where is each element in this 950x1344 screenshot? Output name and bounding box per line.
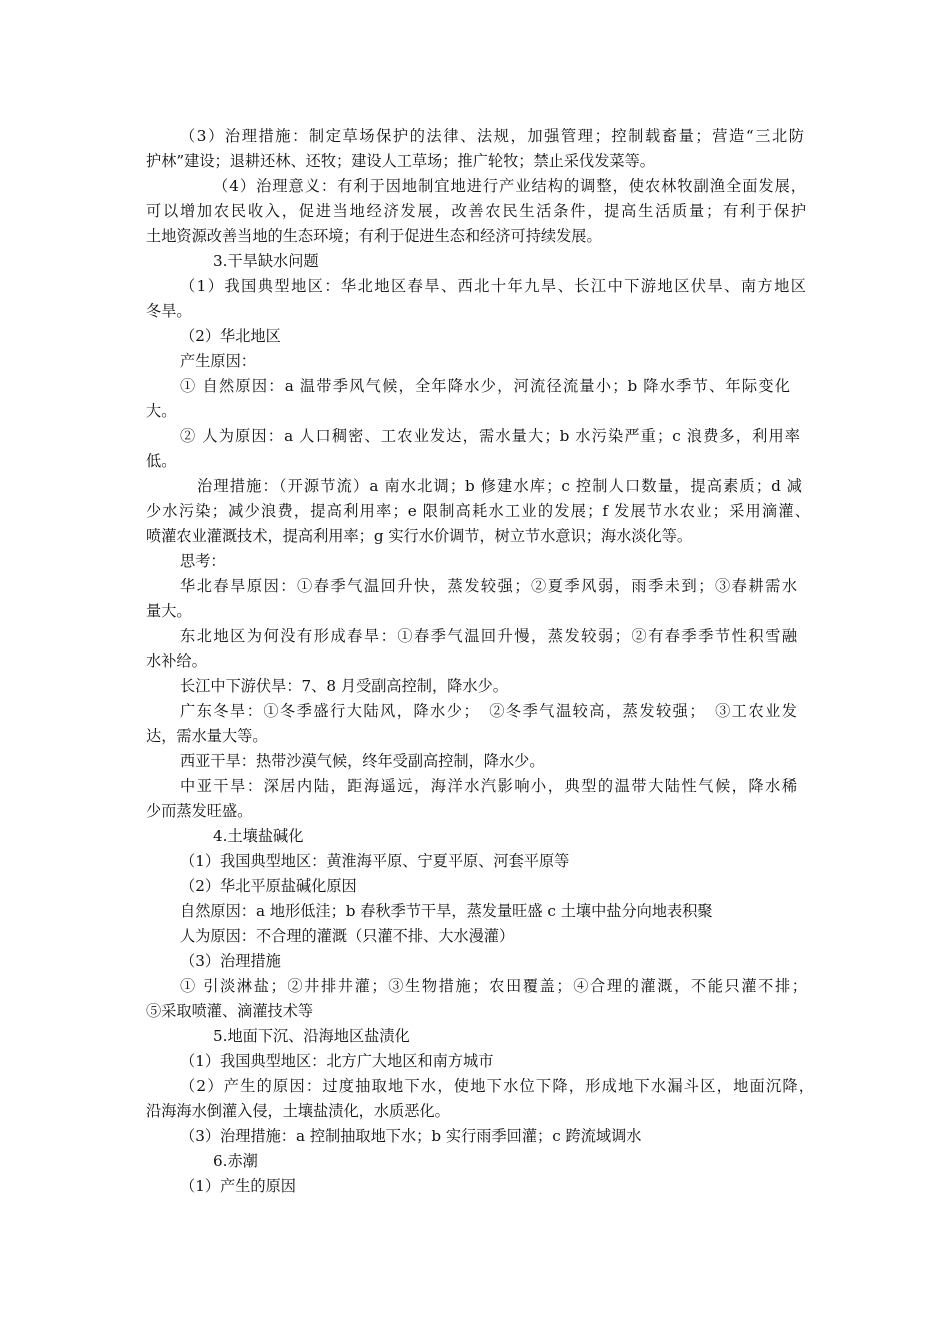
text-line: （1）我国典型地区：黄淮海平原、宁夏平原、河套平原等	[180, 852, 570, 870]
text-line: 少而蒸发旺盛。	[146, 802, 253, 820]
text-line: 华北春旱原因：①春季气温回升快，蒸发较强；②夏季风弱，雨季未到；③春耕需水	[180, 577, 797, 595]
section-heading: 3.干旱缺水问题	[213, 252, 319, 270]
text-line: 大。	[146, 402, 177, 420]
text-line: （3）治理措施	[180, 952, 281, 970]
text-line: 人为原因：不合理的灌溉（只灌不排、大水漫灌）	[180, 927, 515, 945]
text-line: （2）华北平原盐碱化原因	[180, 877, 357, 895]
text-line: 护林”建设；退耕还林、还牧；建设人工草场；推广轮牧；禁止采伐发菜等。	[146, 152, 655, 170]
text-line: （4）治理意义：有利于因地制宜地进行产业结构的调整，使农林牧副渔全面发展，	[213, 177, 806, 195]
text-line: （1）我国典型地区：华北地区春旱、西北十年九旱、长江中下游地区伏旱、南方地区	[180, 277, 806, 295]
text-line: 量大。	[146, 602, 192, 620]
text-line: 沿海海水倒灌入侵，土壤盐渍化，水质恶化。	[146, 1102, 450, 1120]
text-line: 思考：	[180, 552, 226, 570]
text-line: ② 人为原因：a 人口稠密、工农业发达，需水量大；b 水污染严重；c 浪费多，利用率	[180, 427, 800, 445]
text-line: 东北地区为何没有形成春旱：①春季气温回升慢，蒸发较弱；②有春季季节性积雪融	[180, 627, 797, 645]
text-line: 达，需水量大等。	[146, 727, 268, 745]
section-heading: 6.赤潮	[213, 1152, 258, 1170]
text-line: 自然原因：a 地形低洼；b 春秋季节干旱，蒸发量旺盛 c 土壤中盐分向地表积聚	[180, 902, 713, 920]
text-line: 冬旱。	[146, 302, 192, 320]
text-line: 喷灌农业灌溉技术，提高利用率；g 实行水价调节，树立节水意识；海水淡化等。	[146, 527, 693, 545]
section-heading: 4.土壤盐碱化	[213, 827, 304, 845]
text-line: （2）产生的原因：过度抽取地下水，使地下水位下降，形成地下水漏斗区，地面沉降，	[180, 1077, 814, 1095]
text-line: ① 引淡淋盐；②井排井灌；③生物措施；农田覆盖；④合理的灌溉，不能只灌不排；	[180, 977, 807, 995]
text-line: （1）我国典型地区：北方广大地区和南方城市	[180, 1052, 494, 1070]
section-heading: 5.地面下沉、沿海地区盐渍化	[213, 1027, 410, 1045]
text-line: 低。	[146, 452, 177, 470]
text-line: 土地资源改善当地的生态环境；有利于促进生态和经济可持续发展。	[146, 227, 602, 245]
text-line: 治理措施：（开源节流）a 南水北调；b 修建水库；c 控制人口数量，提高素质；d 减	[197, 477, 802, 495]
text-line: 产生原因：	[180, 352, 256, 370]
text-line: 广东冬旱：①冬季盛行大陆风，降水少； ②冬季气温较高，蒸发较强； ③工农业发	[180, 702, 797, 720]
text-line: 西亚干旱：热带沙漠气候，终年受副高控制，降水少。	[180, 752, 545, 770]
text-line: 长江中下游伏旱：7、8 月受副高控制，降水少。	[180, 677, 508, 695]
text-line: （3）治理措施：a 控制抽取地下水；b 实行雨季回灌；c 跨流域调水	[180, 1127, 642, 1145]
text-line: 中亚干旱：深居内陆，距海遥远，海洋水汽影响小，典型的温带大陆性气候，降水稀	[180, 777, 797, 795]
text-line: 少水污染；减少浪费，提高利用率；e 限制高耗水工业的发展；f 发展节水农业；采用滴灌、	[146, 502, 810, 520]
text-line: （1）产生的原因	[180, 1177, 296, 1195]
text-line: （2）华北地区	[180, 327, 281, 345]
text-line: 水补给。	[146, 652, 207, 670]
text-line: （3）治理措施：制定草场保护的法律、法规，加强管理；控制载畜量；营造“三北防	[180, 127, 804, 145]
text-line: 可以增加农民收入，促进当地经济发展，改善农民生活条件，提高生活质量；有利于保护	[146, 202, 806, 220]
text-line: ① 自然原因：a 温带季风气候，全年降水少，河流径流量小；b 降水季节、年际变化	[180, 377, 790, 395]
text-line: ⑤采取喷灌、滴灌技术等	[146, 1002, 314, 1020]
